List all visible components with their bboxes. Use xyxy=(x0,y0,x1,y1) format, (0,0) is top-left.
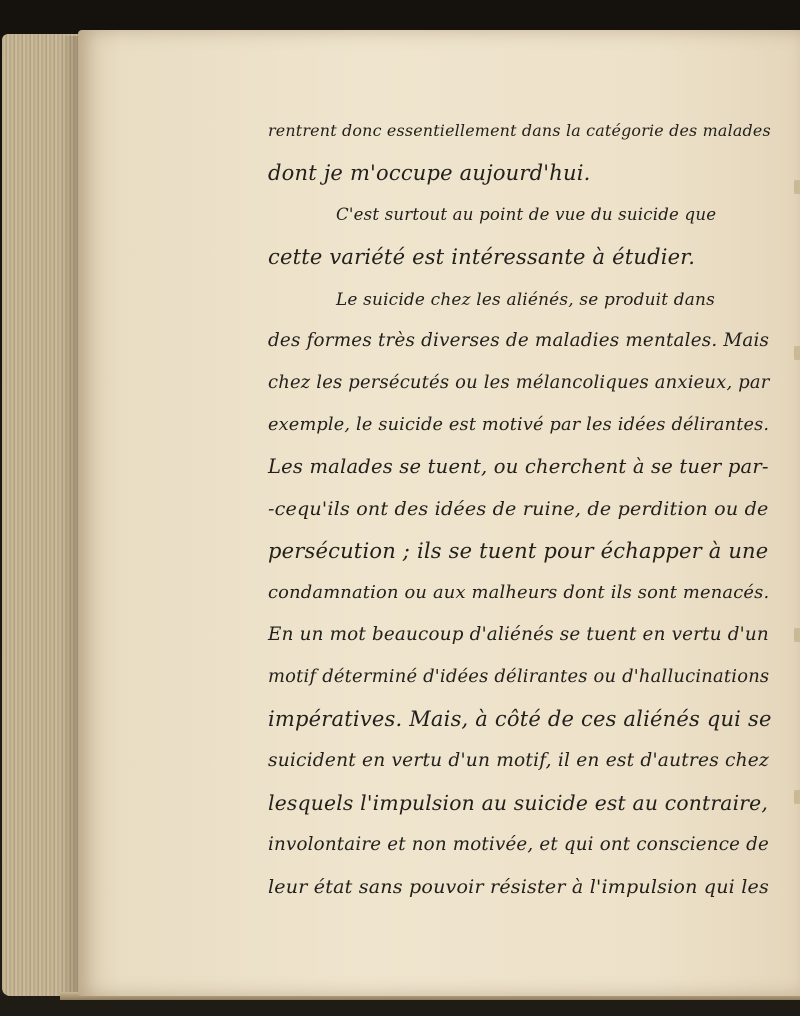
text-line: impératives. Mais, à côté de ces aliénés qui se xyxy=(268,707,772,731)
page-tab-marker xyxy=(794,180,800,194)
text-line: suicident en vertu d'un motif, il en est d'autres chez xyxy=(268,750,769,771)
text-line: des formes très diverses de maladies mentales. Mais xyxy=(268,330,770,351)
text-line: persécution ; ils se tuent pour échapper à une xyxy=(268,539,769,563)
text-line: Les malades se tuent, ou cherchent à se tuer par- xyxy=(268,455,769,478)
text-line: lesquels l'impulsion au suicide est au contraire, xyxy=(268,791,769,815)
page-tab-marker xyxy=(794,790,800,804)
text-line: -cequ'ils ont des idées de ruine, de perdition ou de xyxy=(268,497,769,520)
text-line: En un mot beaucoup d'aliénés se tuent en vertu d'un xyxy=(268,624,769,645)
text-line: leur état sans pouvoir résister à l'impulsion qui les xyxy=(268,876,769,898)
page-tab-marker xyxy=(794,346,800,360)
text-line: dont je m'occupe aujourd'hui. xyxy=(268,161,591,185)
text-line: rentrent donc essentiellement dans la catégorie des malades xyxy=(268,121,771,140)
text-line: chez les persécutés ou les mélancoliques anxieux, par xyxy=(268,372,770,393)
page-tab-marker xyxy=(794,628,800,642)
text-line: exemple, le suicide est motivé par les idées délirantes. xyxy=(268,415,770,435)
text-line: C'est surtout au point de vue du suicide que xyxy=(336,205,717,224)
text-line: condamnation ou aux malheurs dont ils sont menacés. xyxy=(268,582,770,603)
text-line: motif déterminé d'idées délirantes ou d'hallucinations xyxy=(268,666,770,687)
handwritten-text-block xyxy=(268,110,772,908)
text-line: cette variété est intéressante à étudier. xyxy=(268,245,696,269)
text-line: Le suicide chez les aliénés, se produit dans xyxy=(336,289,715,309)
text-line: involontaire et non motivée, et qui ont conscience de xyxy=(268,834,769,855)
